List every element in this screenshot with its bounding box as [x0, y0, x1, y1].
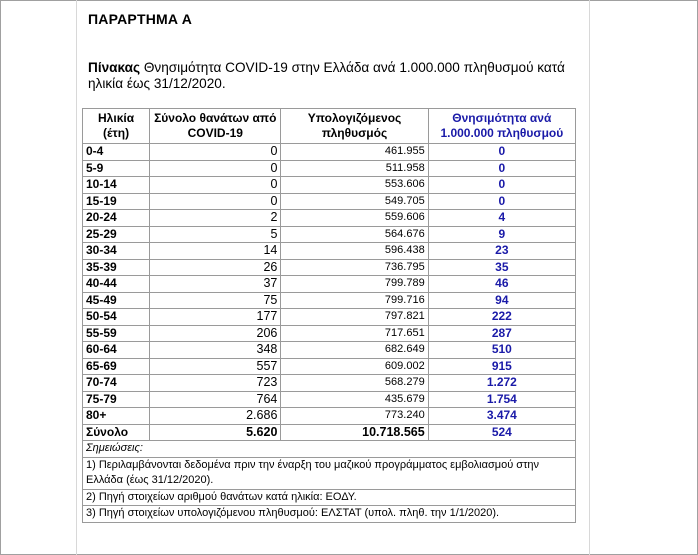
- population-cell: 435.679: [281, 391, 428, 408]
- deaths-cell: 75: [150, 292, 281, 309]
- rate-cell: 35: [428, 259, 575, 276]
- rate-cell: 0: [428, 193, 575, 210]
- rate-cell: 4: [428, 210, 575, 227]
- age-cell: 65-69: [83, 358, 150, 375]
- total-deaths: 5.620: [150, 424, 281, 441]
- annex-title: ΠΑΡΑΡΤΗΜΑ Α: [88, 11, 193, 27]
- population-cell: 717.651: [281, 325, 428, 342]
- note-row: [83, 457, 576, 489]
- deaths-cell: 348: [150, 342, 281, 359]
- table-row: [83, 375, 576, 392]
- age-cell: 5-9: [83, 160, 150, 177]
- notes-heading: Σημειώσεις:: [83, 441, 576, 458]
- deaths-cell: 26: [150, 259, 281, 276]
- age-cell: 30-34: [83, 243, 150, 260]
- table-row: [83, 325, 576, 342]
- note-row: [83, 489, 576, 506]
- rate-cell: 287: [428, 325, 575, 342]
- table-row: [83, 391, 576, 408]
- table-row: [83, 144, 576, 161]
- population-cell: 609.002: [281, 358, 428, 375]
- caption-text: Θνησιμότητα COVID-19 στην Ελλάδα ανά 1.000.000 πληθυσμού κατά ηλικία έως 31/12/2020.: [88, 60, 565, 91]
- population-cell: 682.649: [281, 342, 428, 359]
- population-cell: 511.958: [281, 160, 428, 177]
- population-cell: 773.240: [281, 408, 428, 425]
- table-row: [83, 342, 576, 359]
- deaths-cell: 37: [150, 276, 281, 293]
- deaths-cell: 2: [150, 210, 281, 227]
- table-row: [83, 292, 576, 309]
- total-population: 10.718.565: [281, 424, 428, 441]
- population-cell: 559.606: [281, 210, 428, 227]
- header-population: Υπολογιζόμενος πληθυσμός: [281, 109, 428, 144]
- deaths-cell: 5: [150, 226, 281, 243]
- page-margin-left: [76, 0, 77, 555]
- age-cell: 0-4: [83, 144, 150, 161]
- deaths-cell: 764: [150, 391, 281, 408]
- table-row: [83, 243, 576, 260]
- total-rate: 524: [428, 424, 575, 441]
- table-row: [83, 276, 576, 293]
- population-cell: 596.438: [281, 243, 428, 260]
- total-label: Σύνολο: [83, 424, 150, 441]
- population-cell: 553.606: [281, 177, 428, 194]
- population-cell: 549.705: [281, 193, 428, 210]
- header-deaths: Σύνολο θανάτων από COVID-19: [150, 109, 281, 144]
- note-text: 2) Πηγή στοιχείων αριθμού θανάτων κατά ηλικία: ΕΟΔΥ.: [83, 489, 576, 506]
- deaths-cell: 177: [150, 309, 281, 326]
- mortality-table: [82, 108, 576, 523]
- header-row: [83, 109, 576, 144]
- rate-cell: 222: [428, 309, 575, 326]
- age-cell: 60-64: [83, 342, 150, 359]
- age-cell: 15-19: [83, 193, 150, 210]
- rate-cell: 3.474: [428, 408, 575, 425]
- rate-cell: 23: [428, 243, 575, 260]
- rate-cell: 0: [428, 177, 575, 194]
- table-row: [83, 226, 576, 243]
- age-cell: 80+: [83, 408, 150, 425]
- age-cell: 25-29: [83, 226, 150, 243]
- notes-heading-row: [83, 441, 576, 458]
- rate-cell: 94: [428, 292, 575, 309]
- rate-cell: 1.272: [428, 375, 575, 392]
- rate-cell: 46: [428, 276, 575, 293]
- age-cell: 70-74: [83, 375, 150, 392]
- population-cell: 568.279: [281, 375, 428, 392]
- deaths-cell: 0: [150, 160, 281, 177]
- table-row: [83, 358, 576, 375]
- table-row: [83, 309, 576, 326]
- deaths-cell: 14: [150, 243, 281, 260]
- note-text: 1) Περιλαμβάνονται δεδομένα πριν την έναρξη του μαζικού προγράμματος εμβολιασμού στην Ελλάδα (έως 31/12/2020).: [83, 457, 576, 489]
- deaths-cell: 723: [150, 375, 281, 392]
- population-cell: 799.789: [281, 276, 428, 293]
- age-cell: 55-59: [83, 325, 150, 342]
- deaths-cell: 0: [150, 144, 281, 161]
- rate-cell: 0: [428, 160, 575, 177]
- age-cell: 50-54: [83, 309, 150, 326]
- population-cell: 564.676: [281, 226, 428, 243]
- rate-cell: 915: [428, 358, 575, 375]
- population-cell: 797.821: [281, 309, 428, 326]
- age-cell: 40-44: [83, 276, 150, 293]
- deaths-cell: 0: [150, 193, 281, 210]
- population-cell: 799.716: [281, 292, 428, 309]
- total-row: [83, 424, 576, 441]
- note-row: [83, 506, 576, 523]
- age-cell: 45-49: [83, 292, 150, 309]
- header-rate: Θνησιμότητα ανά 1.000.000 πληθυσμού: [428, 109, 575, 144]
- age-cell: 75-79: [83, 391, 150, 408]
- table-row: [83, 408, 576, 425]
- age-cell: 10-14: [83, 177, 150, 194]
- table-row: [83, 210, 576, 227]
- age-cell: 20-24: [83, 210, 150, 227]
- population-cell: 736.795: [281, 259, 428, 276]
- caption-lead: Πίνακας: [88, 60, 141, 75]
- rate-cell: 9: [428, 226, 575, 243]
- page-margin-right: [589, 0, 590, 555]
- note-text: 3) Πηγή στοιχείων υπολογιζόμενου πληθυσμού: ΕΛΣΤΑΤ (υπολ. πληθ. την 1/1/2020).: [83, 506, 576, 523]
- header-age: Ηλικία (έτη): [83, 109, 150, 144]
- table-body: [83, 144, 576, 523]
- rate-cell: 0: [428, 144, 575, 161]
- age-cell: 35-39: [83, 259, 150, 276]
- deaths-cell: 206: [150, 325, 281, 342]
- table-row: [83, 259, 576, 276]
- population-cell: 461.955: [281, 144, 428, 161]
- rate-cell: 510: [428, 342, 575, 359]
- deaths-cell: 0: [150, 177, 281, 194]
- table-row: [83, 160, 576, 177]
- table-row: [83, 177, 576, 194]
- deaths-cell: 2.686: [150, 408, 281, 425]
- table-row: [83, 193, 576, 210]
- rate-cell: 1.754: [428, 391, 575, 408]
- table-caption: [88, 60, 588, 92]
- deaths-cell: 557: [150, 358, 281, 375]
